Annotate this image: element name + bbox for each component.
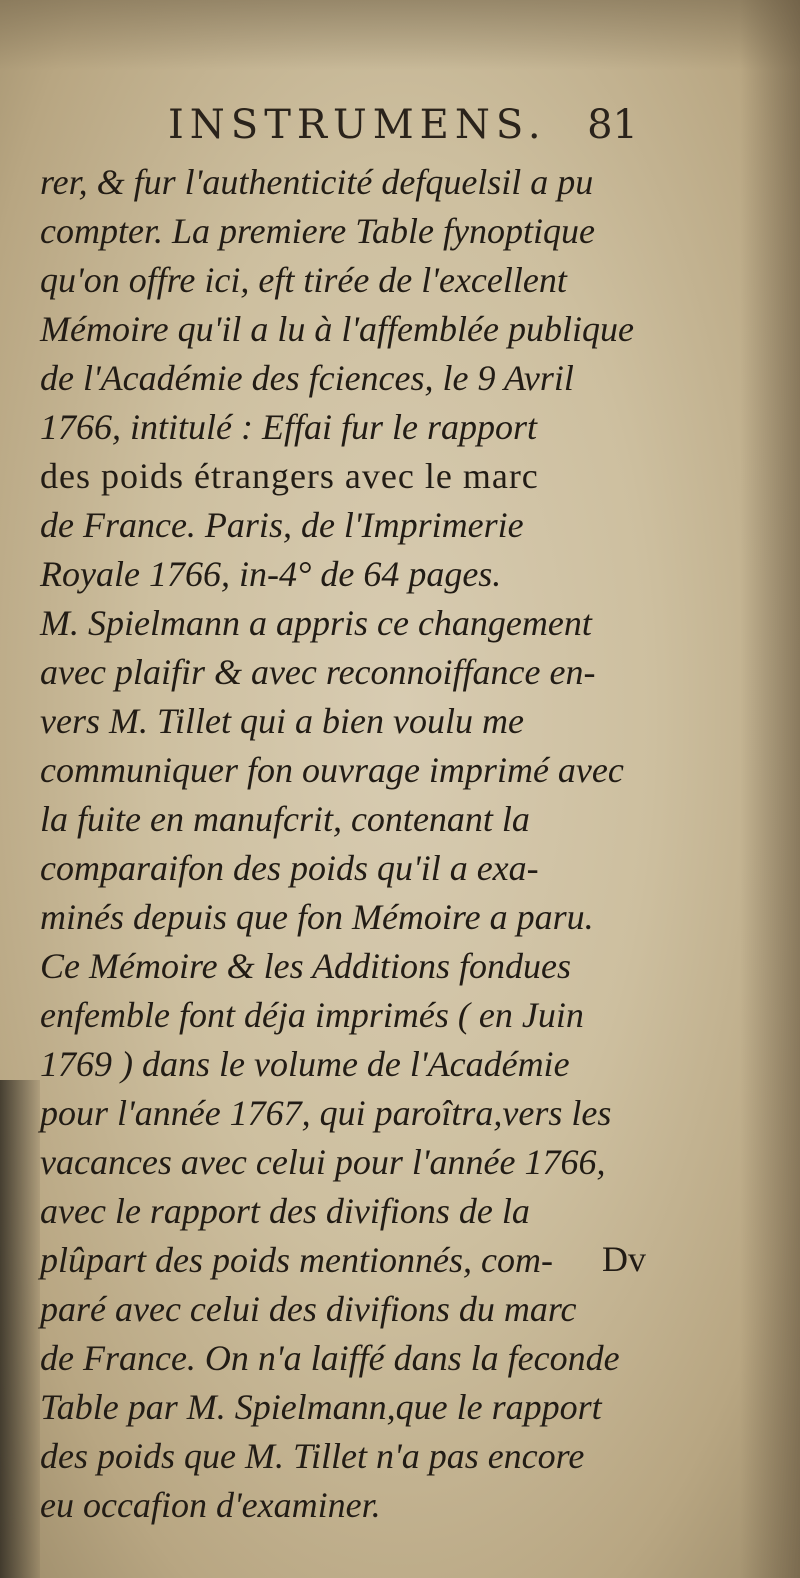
text-line: vers M. Tillet qui a bien voulu me (40, 701, 524, 741)
text-line: paré avec celui des divifions du marc (40, 1289, 577, 1329)
running-title: INSTRUMENS. (168, 102, 547, 148)
text-line: de l'Académie des fciences, le 9 Avril (40, 358, 574, 398)
text-line: 1769 ) dans le volume de l'Académie (40, 1044, 570, 1084)
text-line: pour l'année 1767, qui paroîtra,vers les (40, 1093, 612, 1133)
page-header (168, 102, 638, 154)
text-line: Royale 1766, in-4° de 64 pages. (40, 554, 502, 594)
page-number: 81 (587, 102, 638, 148)
text-line: rer, & fur l'authenticité defquelsil a pu (40, 162, 594, 202)
text-line: 1766, intitulé : Effai fur le rapport (40, 407, 537, 447)
page-fold-left (0, 1080, 40, 1578)
text-line: Mémoire qu'il a lu à l'affemblée publique (40, 309, 634, 349)
text-line: vacances avec celui pour l'année 1766, (40, 1142, 606, 1182)
text-line: Ce Mémoire & les Additions fondues (40, 946, 571, 986)
text-line: compter. La premiere Table fynoptique (40, 211, 595, 251)
text-line: M. Spielmann a appris ce changement (40, 603, 592, 643)
catchword: Dv (602, 1239, 646, 1279)
body-text (40, 158, 780, 1530)
text-line: la fuite en manufcrit, contenant la (40, 799, 530, 839)
text-line: communiquer fon ouvrage imprimé avec (40, 750, 624, 790)
text-line: minés depuis que fon Mémoire a paru. (40, 897, 594, 937)
text-line: eu occafion d'examiner. (40, 1485, 381, 1525)
text-line: de France. Paris, de l'Imprimerie (40, 505, 524, 545)
text-line: des poids que M. Tillet n'a pas encore (40, 1436, 585, 1476)
text-line: de France. On n'a laiffé dans la feconde (40, 1338, 620, 1378)
text-line: comparaifon des poids qu'il a exa- (40, 848, 539, 888)
text-line: avec plaifir & avec reconnoiffance en- (40, 652, 596, 692)
text-line: avec le rapport des divifions de la (40, 1191, 530, 1231)
text-line: Table par M. Spielmann,que le rapport (40, 1387, 602, 1427)
page-shadow-top (0, 0, 800, 70)
text-line: plûpart des poids mentionnés, com- (40, 1240, 553, 1280)
text-line: enfemble font déja imprimés ( en Juin (40, 995, 584, 1035)
text-line: des poids étrangers avec le marc (40, 456, 539, 496)
text-line: qu'on offre ici, eft tirée de l'excellent (40, 260, 567, 300)
